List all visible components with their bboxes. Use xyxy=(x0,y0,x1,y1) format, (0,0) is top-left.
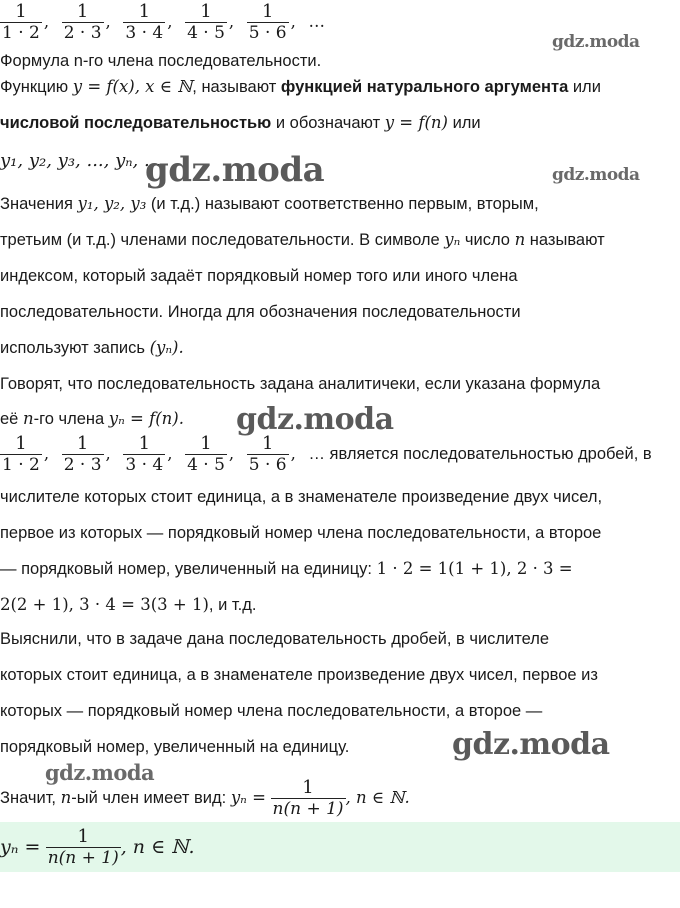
fraction-term-4: $\frac{1}{4 \cdot 5}$ xyxy=(187,1,225,44)
fraction-term-4: $\frac{1}{4 \cdot 5}$ xyxy=(187,433,225,476)
paragraph-conclusion-line2: которых стоит единица, а в знаменателе произведение двух чисел, первое из xyxy=(0,666,598,684)
nth-term-statement: Значит, n-ый член имеет вид: yₙ = $\frac{1}{n(n + 1)}$ , n ∈ ℕ. xyxy=(0,777,410,820)
paragraph-values-line5: используют запись (yₙ). xyxy=(0,338,184,357)
paragraph-formula-title: Формула n-го члена последовательности. xyxy=(0,52,322,70)
fraction-term-1: $\frac{1}{1 \cdot 2}$ xyxy=(2,433,40,476)
paragraph-analytic-line2: её n-го члена yₙ = f(n). xyxy=(0,409,184,428)
paragraph-definition-line1: Функцию y = f(x), x ∈ ℕ, называют функцией натурального аргумента или xyxy=(0,77,601,96)
paragraph-values-line2: третьим (и т.д.) членами последовательности. В символе yₙ число n называют xyxy=(0,230,605,249)
answer-fraction: $\frac{1}{n(n + 1)}$ xyxy=(47,826,119,869)
answer-box xyxy=(0,822,680,872)
paragraph-conclusion-line1: Выяснили, что в задаче дана последовательность дробей, в числителе xyxy=(0,630,550,648)
sequence-row-explained: $\frac{1}{1 \cdot 2}$ , $\frac{1}{2 \cdot 3}$ , $\frac{1}{3 \cdot 4}$ , $\frac{1}{4 \cdot 5}$ , $\frac{1}{5 \cdot 6}$ , … является последовательностью дробей, в xyxy=(2,433,652,476)
paragraph-sequence-line2: числителе которых стоит единица, а в знаменателе произведение двух чисел, xyxy=(0,488,603,506)
sequence-ellipsis: … xyxy=(308,12,325,31)
fraction-term-3: $\frac{1}{3 \cdot 4}$ xyxy=(125,433,164,476)
watermark: gdz.moda xyxy=(236,402,394,437)
paragraph-values-line4: последовательности. Иногда для обозначения последовательности xyxy=(0,303,521,321)
fraction-term-5: $\frac{1}{5 \cdot 6}$ xyxy=(248,433,287,476)
fraction-term-2: $\frac{1}{2 \cdot 3}$ xyxy=(63,433,102,476)
sequence-description: … является последовательностью дробей, в xyxy=(308,445,652,463)
watermark: gdz.moda xyxy=(452,727,610,762)
watermark: gdz.moda xyxy=(145,150,325,190)
watermark: gdz.moda xyxy=(552,165,640,185)
paragraph-sequence-line3: первое из которых — порядковый номер члена последовательности, а второе xyxy=(0,524,602,542)
paragraph-conclusion-line4: порядковый номер, увеличенный на единицу. xyxy=(0,738,350,756)
fraction-term-5: $\frac{1}{5 \cdot 6}$ xyxy=(248,1,287,44)
nth-term-fraction: $\frac{1}{n(n + 1)}$ xyxy=(272,777,344,820)
paragraph-sequence-line4: — порядковый номер, увеличенный на единицу: 1 · 2 = 1(1 + 1), 2 · 3 = xyxy=(0,559,573,578)
paragraph-definition-line2: числовой последовательностью и обозначают y = f(n) или xyxy=(0,113,481,132)
watermark: gdz.moda xyxy=(45,760,155,785)
answer-formula: yₙ = $\frac{1}{n(n + 1)}$ , n ∈ ℕ. xyxy=(0,826,195,869)
paragraph-values-line1: Значения y₁, y₂, y₃ (и т.д.) называют соответственно первым, вторым, xyxy=(0,194,539,213)
paragraph-analytic-line1: Говорят, что последовательность задана аналитичеки, если указана формула xyxy=(0,375,601,393)
watermark: gdz.moda xyxy=(552,32,640,52)
fraction-term-3: $\frac{1}{3 \cdot 4}$ xyxy=(125,1,164,44)
sequence-notation: y₁, y₂, y₃, ..., yₙ, ... xyxy=(0,150,162,171)
paragraph-sequence-line5: 2(2 + 1), 3 · 4 = 3(3 + 1), и т.д. xyxy=(0,595,257,614)
sequence-row: $\frac{1}{1 \cdot 2}$ , $\frac{1}{2 \cdot 3}$ , $\frac{1}{3 \cdot 4}$ , $\frac{1}{4 \cdot 5}$ , $\frac{1}{5 \cdot 6}$ , … xyxy=(2,1,325,44)
fraction-term-2: $\frac{1}{2 \cdot 3}$ xyxy=(63,1,102,44)
paragraph-conclusion-line3: которых — порядковый номер члена последовательности, а второе — xyxy=(0,702,543,720)
fraction-term-1: $\frac{1}{1 \cdot 2}$ xyxy=(2,1,40,44)
paragraph-values-line3: индексом, который задаёт порядковый номер того или иного члена xyxy=(0,267,518,285)
